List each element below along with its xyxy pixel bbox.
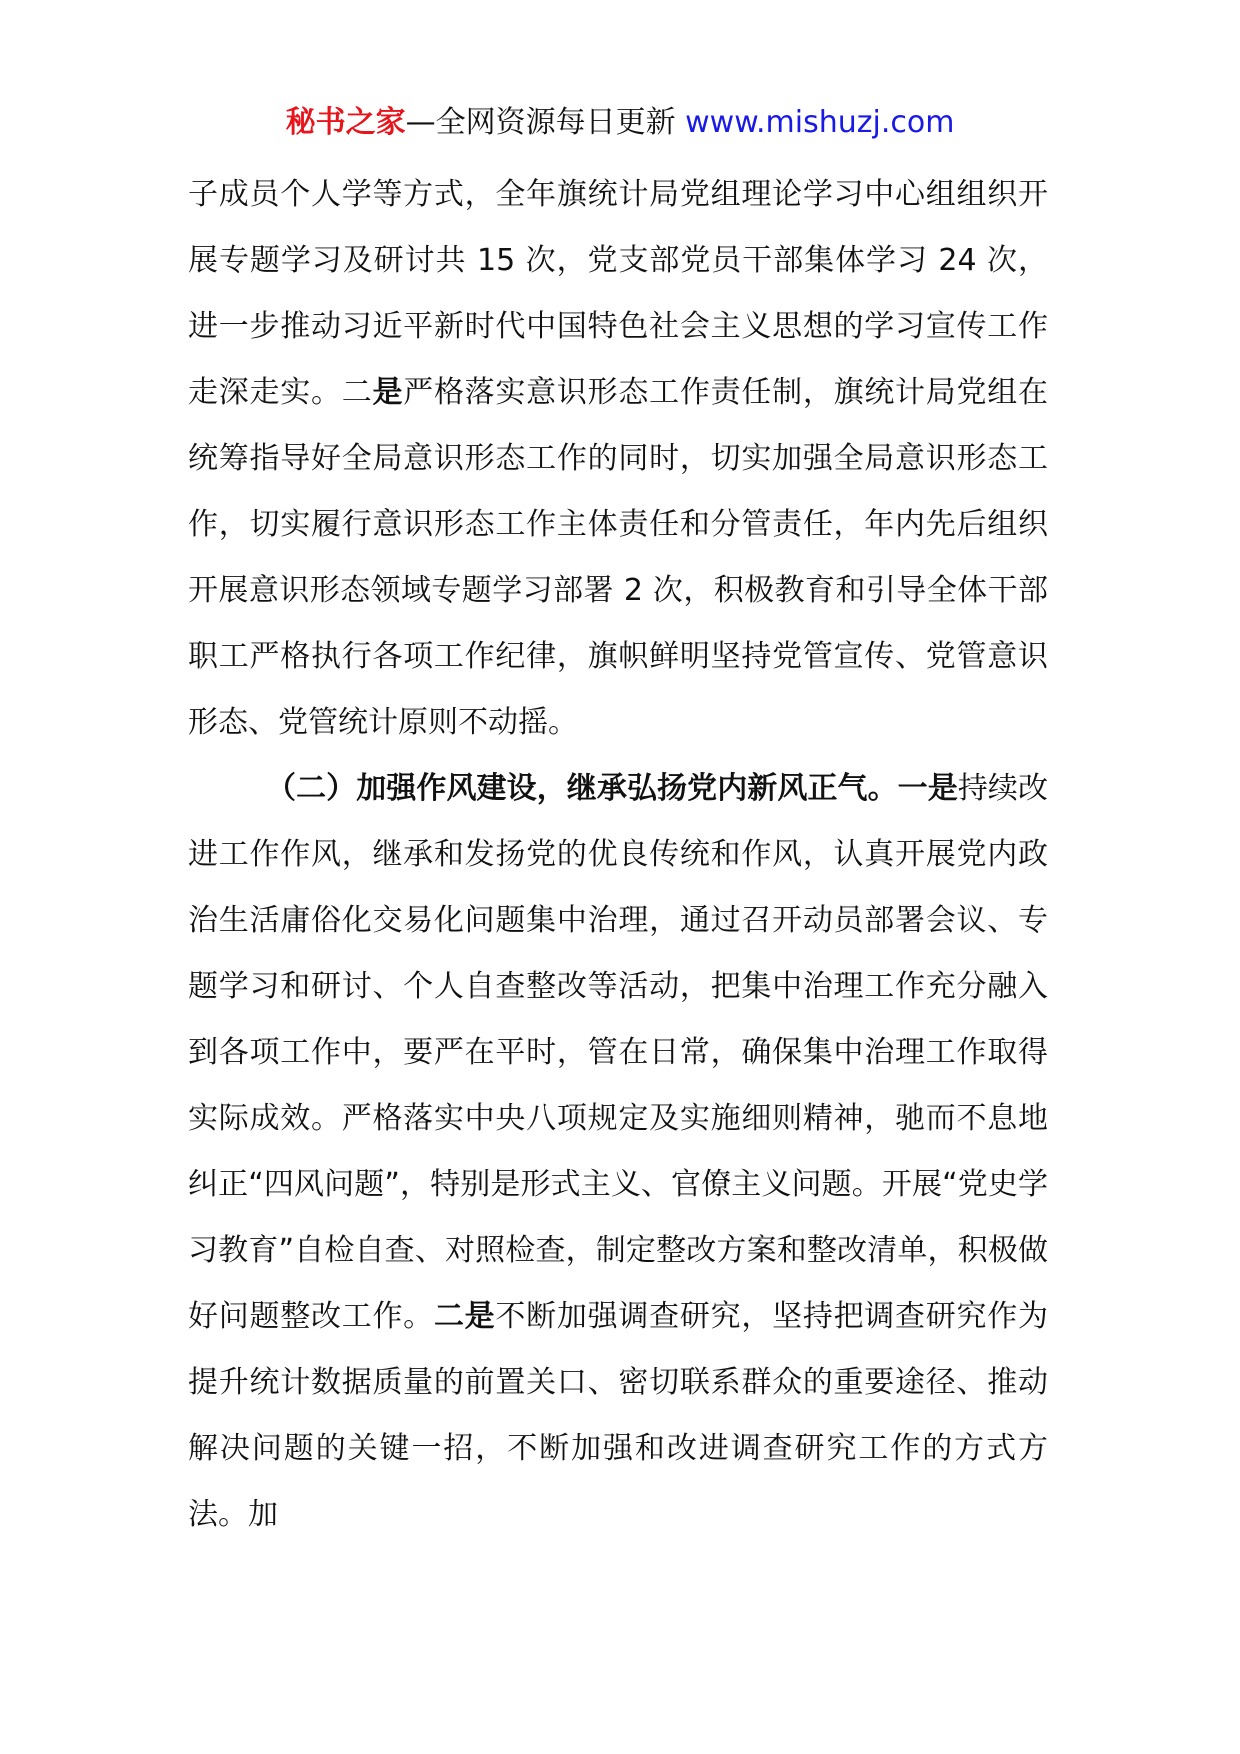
paragraph-text: 严格落实意识形态工作责任制，旗统计局党组在统筹指导好全局意识形态工作的同时，切实加强全局意识形态工作，切实履行意识形态工作主体责任和分管责任，年内先后组织开展意识形态领域专题学习部署 2 次，积极教育和引导全体干部职工严格执行各项工作纪律，旗帜鲜明坚持党管宣传、党管意识形态、党管统计原则不动摇。 (188, 375, 1049, 740)
site-tagline: —全网资源每日更新 (405, 105, 676, 140)
site-header (0, 103, 1240, 143)
section-heading: （二）加强作风建设，继承弘扬党内新风正气。一是 (266, 771, 958, 806)
site-brand: 秘书之家 (285, 105, 406, 140)
paragraph-text: 持续改进工作作风，继承和发扬党的优良传统和作风，认真开展党内政治生活庸俗化交易化问题集中治理，通过召开动员部署会议、专题学习和研讨、个人自查整改等活动，把集中治理工作充分融入到各项工作中，要严在平时，管在日常，确保集中治理工作取得实际成效。严格落实中央八项规定及实施细则精神，驰而不息地纠正“四风问题”，特别是形式主义、官僚主义问题。开展“党史学习教育”自检自查、对照检查，制定整改方案和整改清单，积极做好问题整改工作。 (188, 771, 1049, 1334)
site-url-link[interactable]: www.mishuzj.com (685, 105, 955, 140)
paragraph-text: 子成员个人学等方式，全年旗统计局党组理论学习中心组组织开展专题学习及研讨共 15 次，党支部党员干部集体学习 24 次，进一步推动习近平新时代中国特色社会主义思想的学习宣传工作走深走实。二 (188, 177, 1048, 410)
emphasis-text: 是 (372, 375, 404, 410)
emphasis-text: 二是 (433, 1299, 496, 1334)
paragraph-work-style (188, 756, 1048, 1548)
paragraph-text: 不断加强调查研究，坚持把调查研究作为提升统计数据质量的前置关口、密切联系群众的重要途径、推动解决问题的关键一招，不断加强和改进调查研究工作的方式方法。加 (188, 1299, 1049, 1532)
document-body (188, 162, 1048, 1548)
paragraph-ideology-work (188, 162, 1048, 756)
